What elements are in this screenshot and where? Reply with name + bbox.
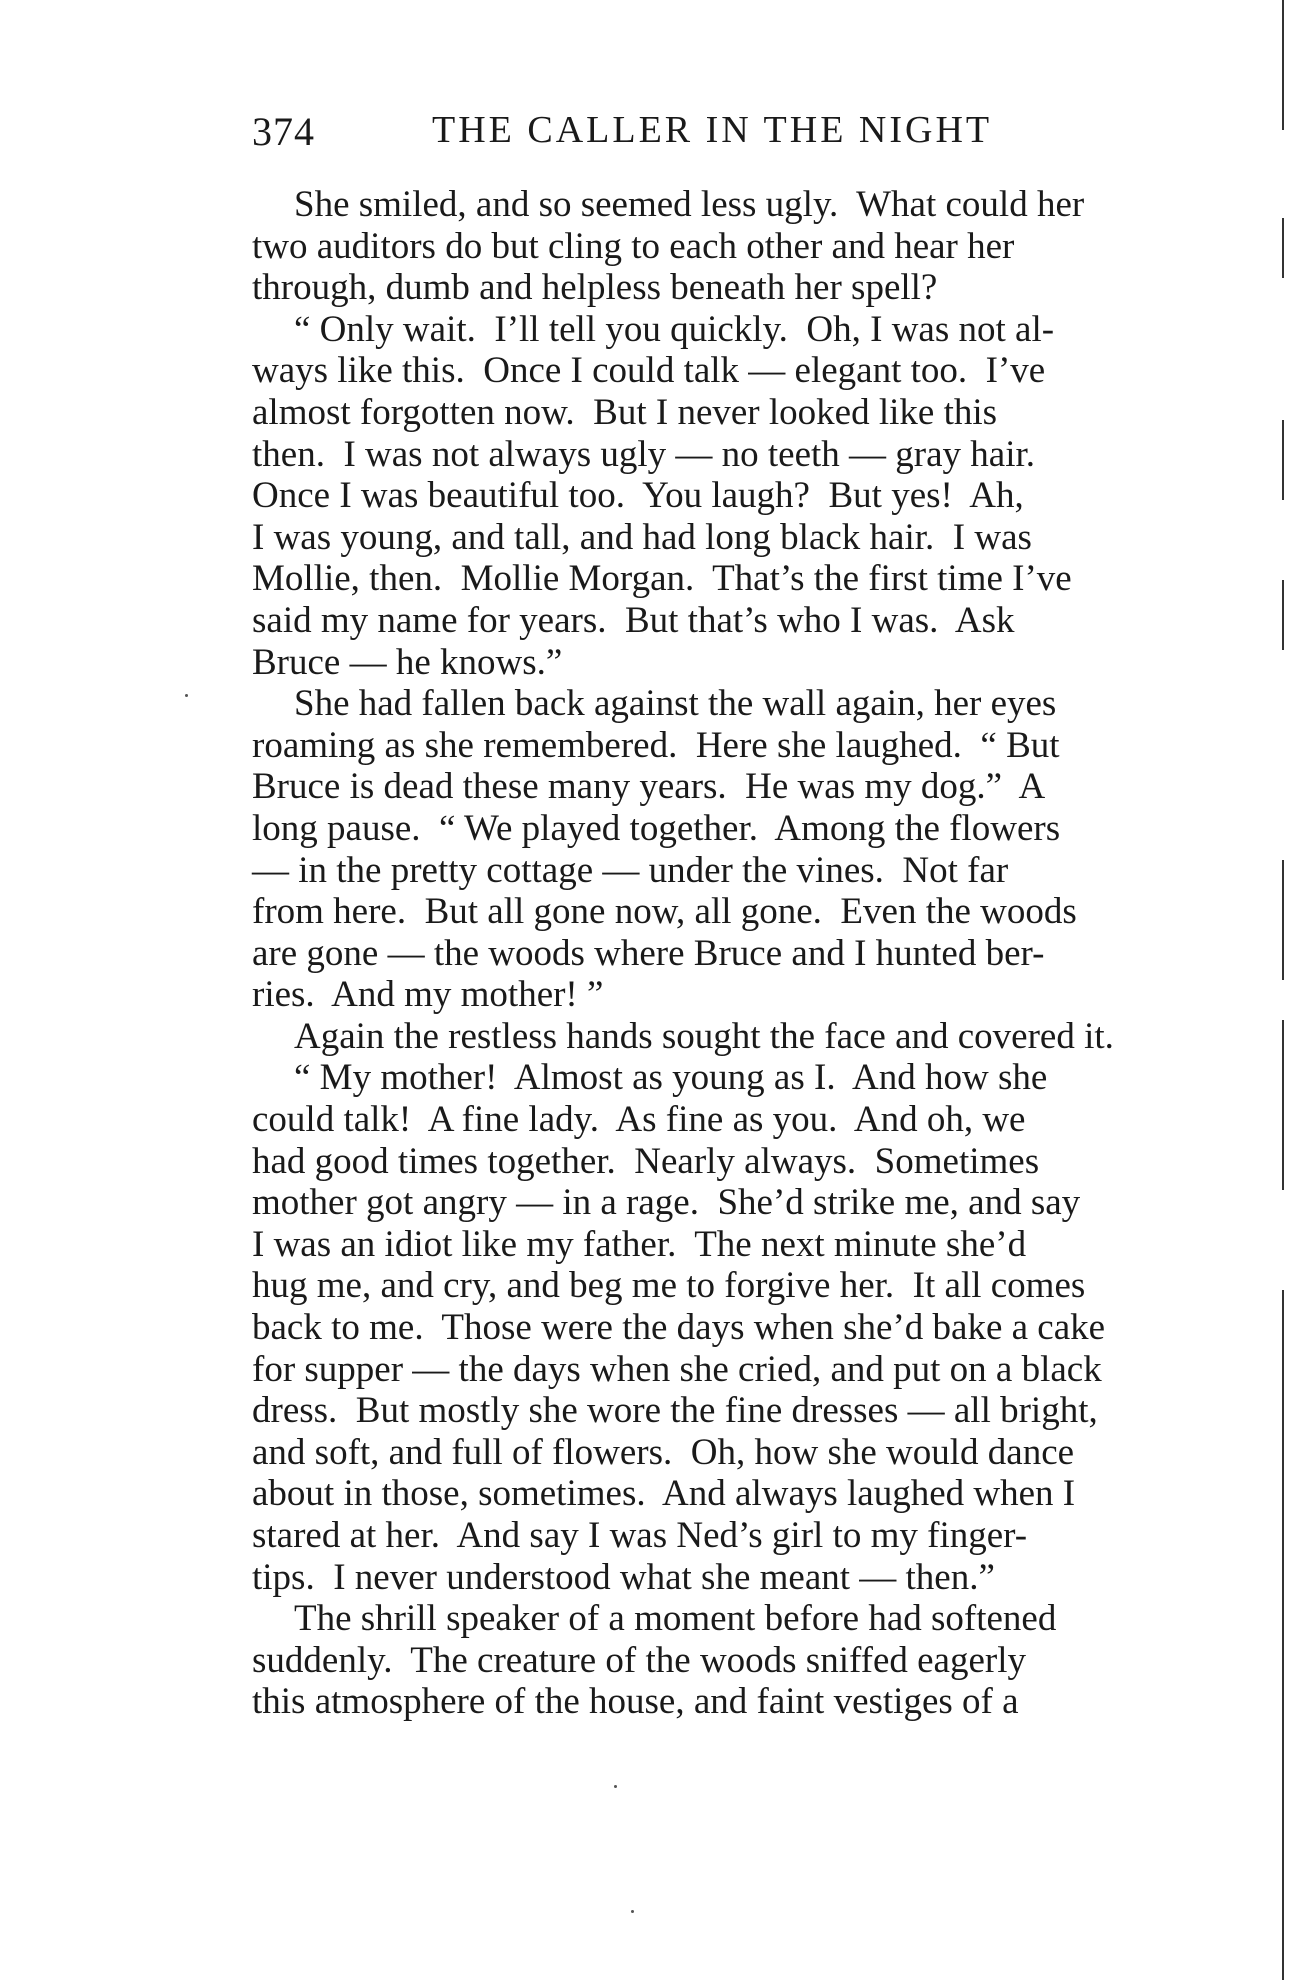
text-line: then. I was not always ugly — no teeth — gray hair.: [252, 433, 1035, 475]
text-line: and soft, and full of flowers. Oh, how she would dance: [252, 1431, 1075, 1473]
page-edge-rule: [1282, 1020, 1284, 1190]
text-line: tips. I never understood what she meant — then.”: [252, 1556, 995, 1598]
text-line: long pause. “ We played together. Among the flowers: [252, 807, 1061, 849]
text-line: roaming as she remembered. Here she laughed. “ But: [252, 724, 1060, 766]
text-line: She had fallen back against the wall again, her eyes: [294, 683, 1057, 725]
text-line: Once I was beautiful too. You laugh? But yes! Ah,: [252, 475, 1024, 517]
page-edge-rule: [1282, 0, 1284, 130]
text-line: almost forgotten now. But I never looked like this: [252, 391, 998, 433]
text-line: Bruce — he knows.”: [252, 641, 563, 683]
page-edge-rule: [1282, 1290, 1284, 1980]
page-header: [252, 108, 1110, 156]
text-line: hug me, and cry, and beg me to forgive her. It all comes: [252, 1265, 1086, 1307]
text-line: “ My mother! Almost as young as I. And how she: [294, 1057, 1048, 1099]
page-number: 374: [252, 109, 315, 154]
page-edge-rule: [1282, 860, 1284, 980]
page-edge-rule: [1282, 420, 1284, 500]
text-line: this atmosphere of the house, and faint vestiges of a: [252, 1681, 1019, 1723]
text-line: had good times together. Nearly always. Sometimes: [252, 1140, 1040, 1182]
text-line: through, dumb and helpless beneath her spell?: [252, 267, 938, 309]
text-line: back to me. Those were the days when she’d bake a cake: [252, 1307, 1106, 1349]
text-line: “ Only wait. I’ll tell you quickly. Oh, I was not al-: [294, 308, 1055, 350]
text-line: about in those, sometimes. And always laughed when I: [252, 1473, 1076, 1515]
scan-speck: [614, 1785, 617, 1788]
text-line: The shrill speaker of a moment before had softened: [294, 1598, 1057, 1640]
text-line: for supper — the days when she cried, and put on a black: [252, 1348, 1102, 1390]
text-line: Again the restless hands sought the face and covered it.: [294, 1015, 1114, 1057]
scan-speck: [631, 1910, 634, 1913]
text-line: Bruce is dead these many years. He was my dog.” A: [252, 766, 1046, 808]
text-line: stared at her. And say I was Ned’s girl to my finger-: [252, 1515, 1028, 1556]
text-line: suddenly. The creature of the woods sniffed eagerly: [252, 1639, 1027, 1681]
text-line: are gone — the woods where Bruce and I hunted ber-: [252, 932, 1045, 974]
text-line: dress. But mostly she wore the fine dresses — all bright,: [252, 1390, 1098, 1432]
text-line: — in the pretty cottage — under the vines. Not far: [252, 849, 1009, 891]
text-line: from here. But all gone now, all gone. Even the woods: [252, 891, 1077, 933]
text-line: I was young, and tall, and had long black hair. I was: [252, 516, 1032, 558]
page-edge-rule: [1282, 580, 1284, 650]
text-line: Mollie, then. Mollie Morgan. That’s the first time I’ve: [252, 558, 1072, 600]
page-edge-rule: [1282, 218, 1284, 278]
text-line: ways like this. Once I could talk — elegant too. I’ve: [252, 350, 1046, 392]
text-line: I was an idiot like my father. The next minute she’d: [252, 1223, 1027, 1265]
text-line: ries. And my mother! ”: [252, 974, 604, 1016]
body-text: [252, 184, 1272, 1723]
text-line: said my name for years. But that’s who I was. Ask: [252, 599, 1015, 641]
running-title: THE CALLER IN THE NIGHT: [432, 109, 993, 151]
text-line: two auditors do but cling to each other and hear her: [252, 225, 1015, 267]
text-line: She smiled, and so seemed less ugly. What could her: [294, 184, 1085, 225]
text-line: mother got angry — in a rage. She’d strike me, and say: [252, 1182, 1081, 1224]
text-line: could talk! A fine lady. As fine as you. And oh, we: [252, 1099, 1026, 1141]
scan-speck: [185, 694, 188, 697]
